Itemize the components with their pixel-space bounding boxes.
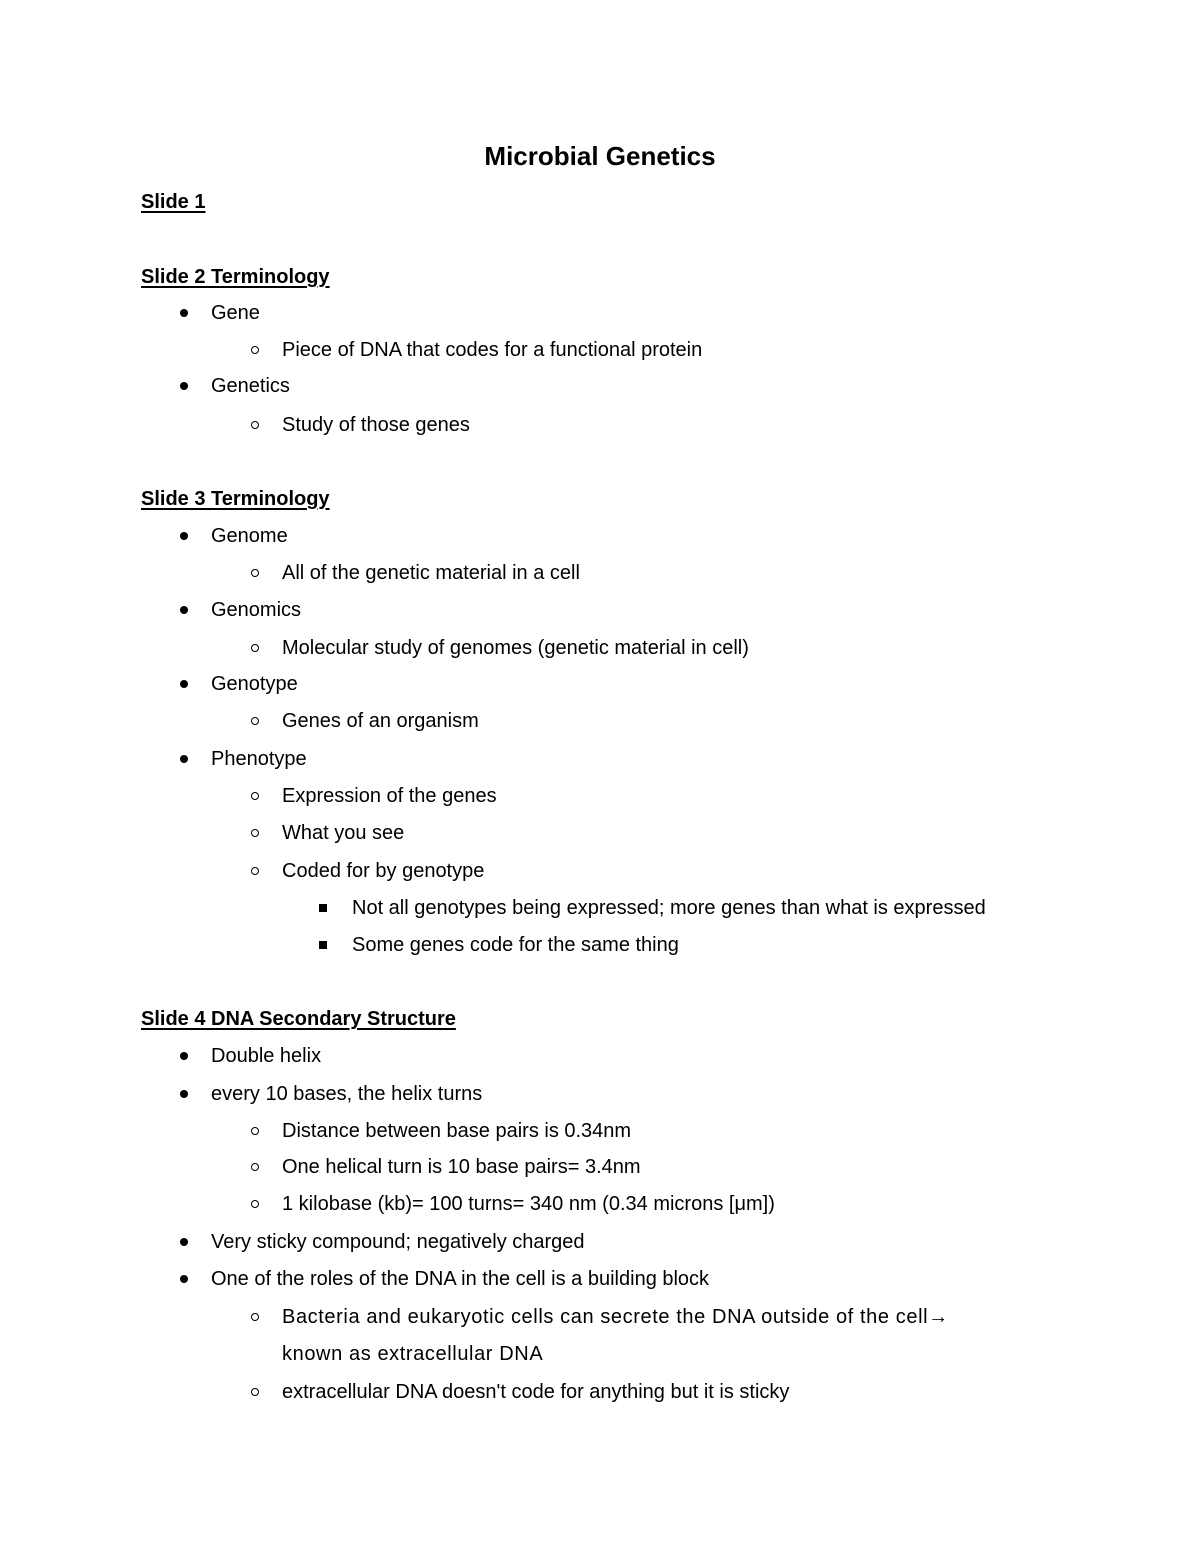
bullet-icon [174, 300, 194, 326]
circle-bullet-icon [245, 783, 265, 809]
list-subitem: Piece of DNA that codes for a functional protein [282, 339, 703, 361]
square-bullet-icon [313, 932, 333, 958]
circle-bullet-icon [245, 635, 265, 661]
bullet-icon [174, 671, 194, 697]
bullet-icon [174, 597, 194, 623]
list-subitem: 1 kilobase (kb)= 100 turns= 340 nm (0.34 microns [μm]) [282, 1193, 775, 1215]
list-subitem: All of the genetic material in a cell [282, 562, 580, 584]
circle-bullet-icon [245, 820, 265, 846]
list-item: Genome [211, 525, 288, 547]
circle-bullet-icon [245, 858, 265, 884]
list-item: Double helix [211, 1045, 322, 1067]
list-subitem: Coded for by genotype [282, 860, 485, 882]
bullet-icon [174, 746, 194, 772]
slide-2-heading: Slide 2 Terminology [141, 266, 330, 288]
circle-bullet-icon [245, 1304, 265, 1330]
list-item: Very sticky compound; negatively charged [211, 1231, 585, 1253]
list-item: One of the roles of the DNA in the cell is a building block [211, 1268, 710, 1290]
list-subitem: What you see [282, 822, 405, 844]
bullet-icon [174, 373, 194, 399]
bullet-icon [174, 1266, 194, 1292]
circle-bullet-icon [245, 1118, 265, 1144]
list-subitem: Expression of the genes [282, 785, 497, 807]
list-item: Genetics [211, 375, 290, 397]
bullet-icon [174, 1081, 194, 1107]
list-subitem: Genes of an organism [282, 710, 479, 732]
list-subsubitem: Some genes code for the same thing [352, 934, 679, 956]
bullet-icon [174, 1229, 194, 1255]
circle-bullet-icon [245, 412, 265, 438]
list-subsubitem: Not all genotypes being expressed; more genes than what is expressed [352, 897, 986, 919]
circle-bullet-icon [245, 560, 265, 586]
list-item: Genotype [211, 673, 298, 695]
circle-bullet-icon [245, 1191, 265, 1217]
list-subitem-continuation: known as extracellular DNA [282, 1343, 544, 1365]
list-subitem: One helical turn is 10 base pairs= 3.4nm [282, 1156, 641, 1178]
document-title: Microbial Genetics [484, 141, 716, 171]
slide-1-heading: Slide 1 [141, 191, 206, 213]
bullet-icon [174, 1043, 194, 1069]
circle-bullet-icon [245, 1379, 265, 1405]
square-bullet-icon [313, 895, 333, 921]
list-subitem: Distance between base pairs is 0.34nm [282, 1120, 632, 1142]
list-item: Phenotype [211, 748, 307, 770]
slide-3-heading: Slide 3 Terminology [141, 488, 330, 510]
list-item: Gene [211, 302, 260, 324]
list-subitem: Bacteria and eukaryotic cells can secrete the DNA outside of the cell→ [282, 1306, 949, 1328]
circle-bullet-icon [245, 708, 265, 734]
list-subitem: Molecular study of genomes (genetic material in cell) [282, 637, 749, 659]
slide-4-heading: Slide 4 DNA Secondary Structure [141, 1008, 456, 1030]
list-subitem: Study of those genes [282, 414, 470, 436]
circle-bullet-icon [245, 337, 265, 363]
list-item: Genomics [211, 599, 302, 621]
list-subitem: extracellular DNA doesn't code for anything but it is sticky [282, 1381, 790, 1403]
list-item: every 10 bases, the helix turns [211, 1083, 483, 1105]
circle-bullet-icon [245, 1154, 265, 1180]
bullet-icon [174, 523, 194, 549]
